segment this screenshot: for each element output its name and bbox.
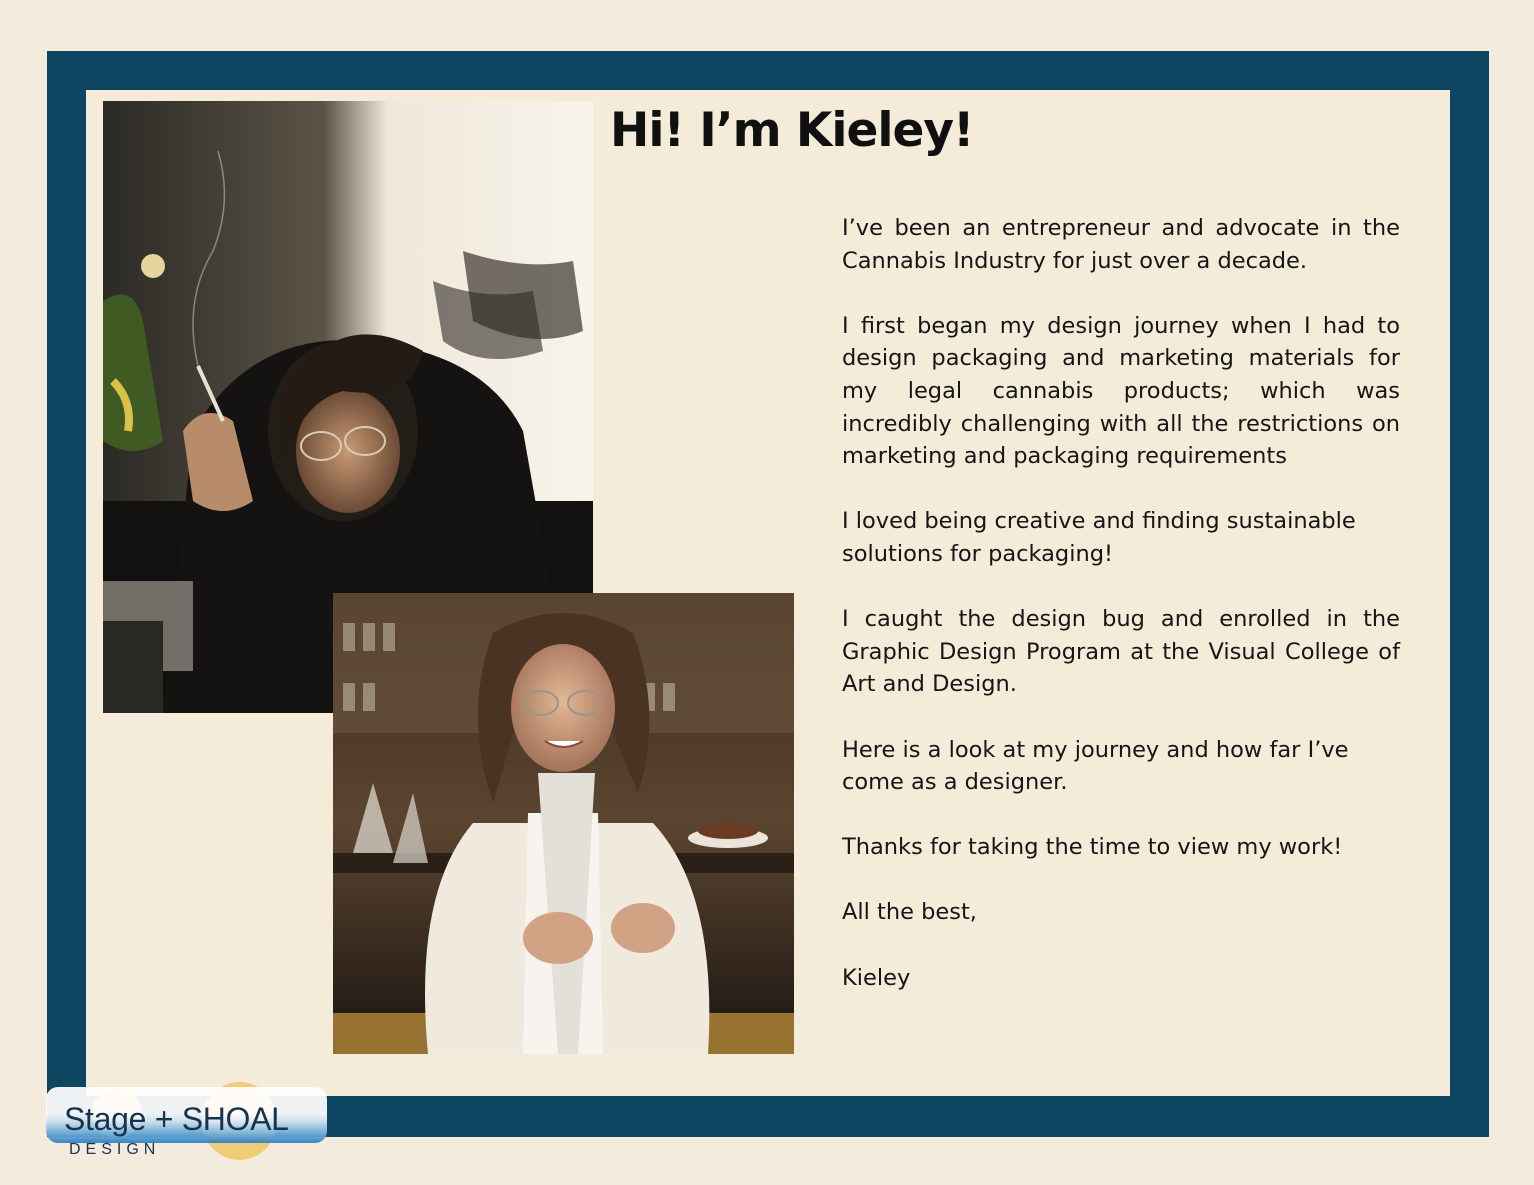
logo-subtitle: DESIGN <box>69 1141 161 1158</box>
bio-signoff: All the best, <box>842 899 977 926</box>
bio-paragraph: I loved being creative and finding sustainable solutions for packaging! <box>842 508 1356 567</box>
bio-text <box>842 212 1400 994</box>
logo-wordmark: Stage + SHOAL <box>64 1101 289 1137</box>
bio-paragraph: Here is a look at my journey and how far I’ve come as a designer. <box>842 736 1349 796</box>
page-title: Hi! I’m Kieley! <box>610 103 974 158</box>
bio-paragraph: I first began my design journey when I had to design packaging and marketing materials for my legal cannabis products; which was incredibly challenging with all the restrictions on marketing and packaging requirements <box>842 312 1400 470</box>
bio-paragraph: Thanks for taking the time to view my work! <box>842 834 1343 861</box>
bio-signature: Kieley <box>842 964 911 991</box>
portrait-photo-event-image <box>333 593 794 1054</box>
portrait-photo-event <box>333 593 794 1054</box>
bio-paragraph: I’ve been an entrepreneur and advocate in the Cannabis Industry for just over a decade. <box>842 215 1400 274</box>
bio-paragraph: I caught the design bug and enrolled in the Graphic Design Program at the Visual College of Art and Design. <box>842 606 1400 698</box>
